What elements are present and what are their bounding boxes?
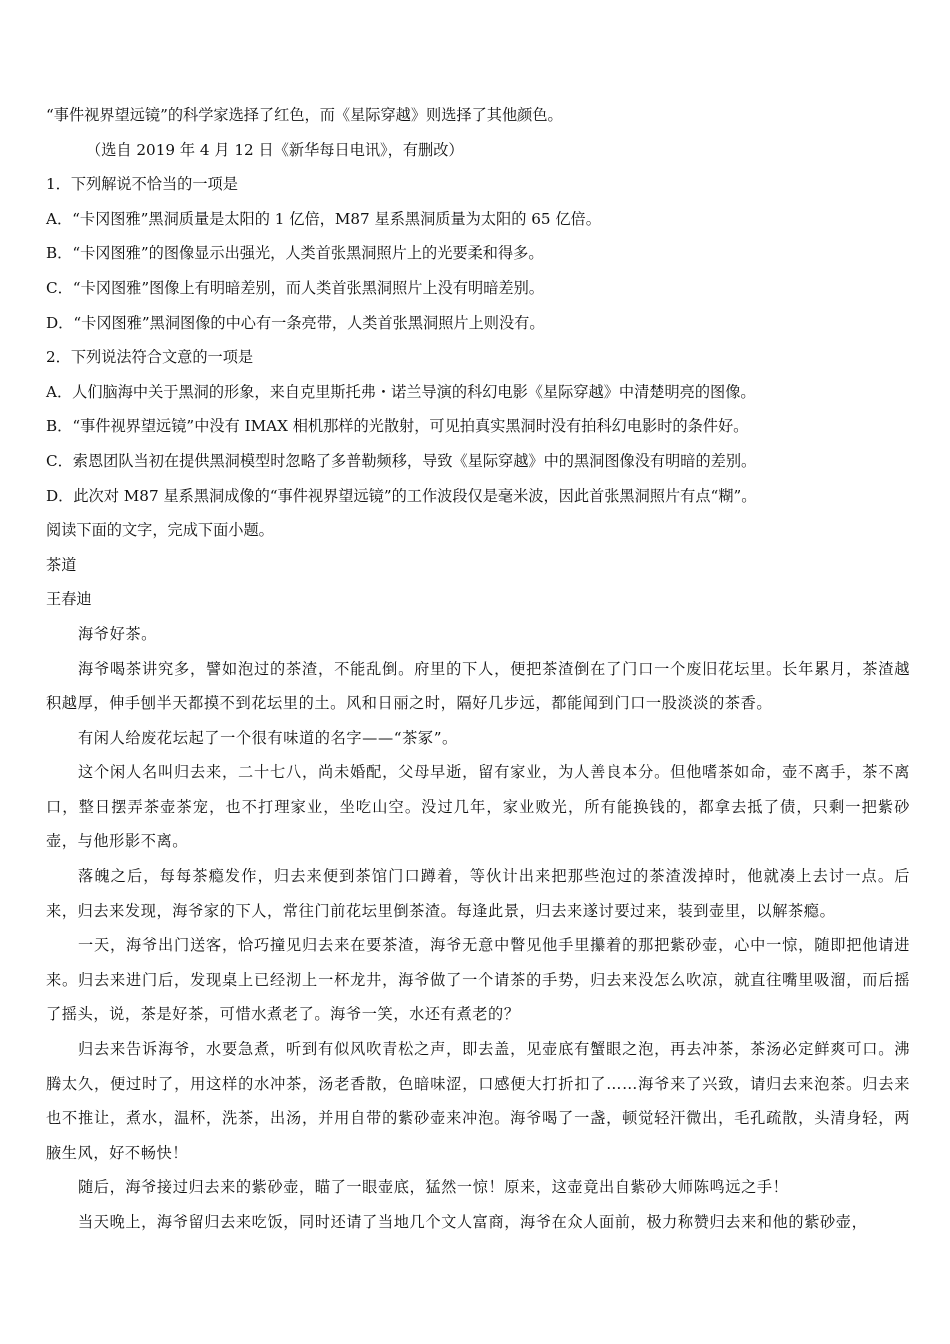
article-paragraph: 落魄之后，每每茶瘾发作，归去来便到茶馆门口蹲着，等伙计出来把那些泡过的茶渣泼掉时，他就凑上去讨一点。后来，归去来发现，海爷家的下人，常往门前花坛里倒茶渣。每逢此景，归去来遂讨要过来，装到壶里，以解茶瘾。 — [46, 867, 910, 920]
article-paragraph: 随后，海爷接过归去来的紫砂壶，瞄了一眼壶底，猛然一惊！原来，这壶竟出自紫砂大师陈鸣远之手！ — [78, 1178, 789, 1197]
article-paragraph: 这个闲人名叫归去来，二十七八，尚未婚配，父母早逝，留有家业，为人善良本分。但他嗜茶如命，壶不离手，茶不离口，整日摆弄茶壶茶宠，也不打理家业，坐吃山空。没过几年，家业败光，所有能换钱的，都拿去抵了债，只剩一把紫砂壶，与他形影不离。 — [46, 763, 910, 851]
question-1-stem: 1．下列解说不恰当的一项是 — [46, 175, 238, 194]
reading-instruction: 阅读下面的文字，完成下面小题。 — [46, 521, 274, 540]
passage-tail-line: “事件视界望远镜”的科学家选择了红色，而《星际穿越》则选择了其他颜色。 — [46, 106, 563, 124]
question-2-option-a: A．人们脑海中关于黑洞的形象，来自克里斯托弗・诺兰导演的科幻电影《星际穿越》中清楚明亮的图像。 — [46, 382, 756, 401]
question-2-option-d: D．此次对 M87 星系黑洞成像的“事件视界望远镜”的工作波段仅是毫米波，因此首张黑洞照片有点“糊”。 — [46, 486, 757, 505]
question-2-option-b: B．“事件视界望远镜”中没有 IMAX 相机那样的光散射，可见拍真实黑洞时没有拍科幻电影时的条件好。 — [46, 417, 749, 436]
article-paragraph: 当天晚上，海爷留归去来吃饭，同时还请了当地几个文人富商，海爷在众人面前，极力称赞归去来和他的紫砂壶， — [78, 1213, 868, 1231]
article-paragraph: 归去来告诉海爷，水要急煮，听到有似风吹青松之声，即去盖，见壶底有蟹眼之泡，再去冲茶，茶汤必定鲜爽可口。沸腾太久，便过时了，用这样的水冲茶，汤老香散，色暗味涩，口感便大打折扣了……海爷来了兴致，请归去来泡茶。归去来也不推让，煮水，温杯，洗茶，出汤，并用自带的紫砂壶来冲泡。海爷喝了一盏，顿觉轻汗微出，毛孔疏散，头清身轻，两腋生风，好不畅快！ — [46, 1040, 910, 1162]
question-1-option-b: B．“卡冈图雅”的图像显示出强光，人类首张黑洞照片上的光要柔和得多。 — [46, 244, 544, 263]
question-1-option-c: C．“卡冈图雅”图像上有明暗差别，而人类首张黑洞照片上没有明暗差别。 — [46, 278, 544, 297]
article-author: 王春迪 — [46, 590, 92, 609]
question-1-option-d: D．“卡冈图雅”黑洞图像的中心有一条亮带，人类首张黑洞照片上则没有。 — [46, 313, 545, 332]
document-page — [46, 98, 910, 1240]
question-2-stem: 2．下列说法符合文意的一项是 — [46, 348, 254, 367]
article-paragraph: 海爷好茶。 — [78, 624, 157, 643]
article-paragraph: 有闲人给废花坛起了一个很有味道的名字——“茶冢”。 — [78, 728, 458, 747]
article-title: 茶道 — [46, 555, 77, 574]
question-1-option-a: A．“卡冈图雅”黑洞质量是太阳的 1 亿倍，M87 星系黑洞质量为太阳的 65 亿倍。 — [46, 209, 601, 228]
article-paragraph: 一天，海爷出门送客，恰巧撞见归去来在要茶渣，海爷无意中瞥见他手里攥着的那把紫砂壶，心中一惊，随即把他请进来。归去来进门后，发现桌上已经沏上一杯龙井，海爷做了一个请茶的手势，归去来没怎么吹凉，就直往嘴里吸溜，而后摇了摇头，说，茶是好茶，可惜水煮老了。海爷一笑，水还有煮老的？ — [46, 936, 910, 1024]
question-2-option-c: C．索恩团队当初在提供黑洞模型时忽略了多普勒频移，导致《星际穿越》中的黑洞图像没有明暗的差别。 — [46, 451, 757, 470]
source-citation: （选自 2019 年 4 月 12 日《新华每日电讯》，有删改） — [86, 140, 464, 159]
article-paragraph: 海爷喝茶讲究多，譬如泡过的茶渣，不能乱倒。府里的下人，便把茶渣倒在了门口一个废旧花坛里。长年累月，茶渣越积越厚，伸手刨半天都摸不到花坛里的土。风和日丽之时，隔好几步远，都能闻到门口一股淡淡的茶香。 — [46, 659, 910, 713]
